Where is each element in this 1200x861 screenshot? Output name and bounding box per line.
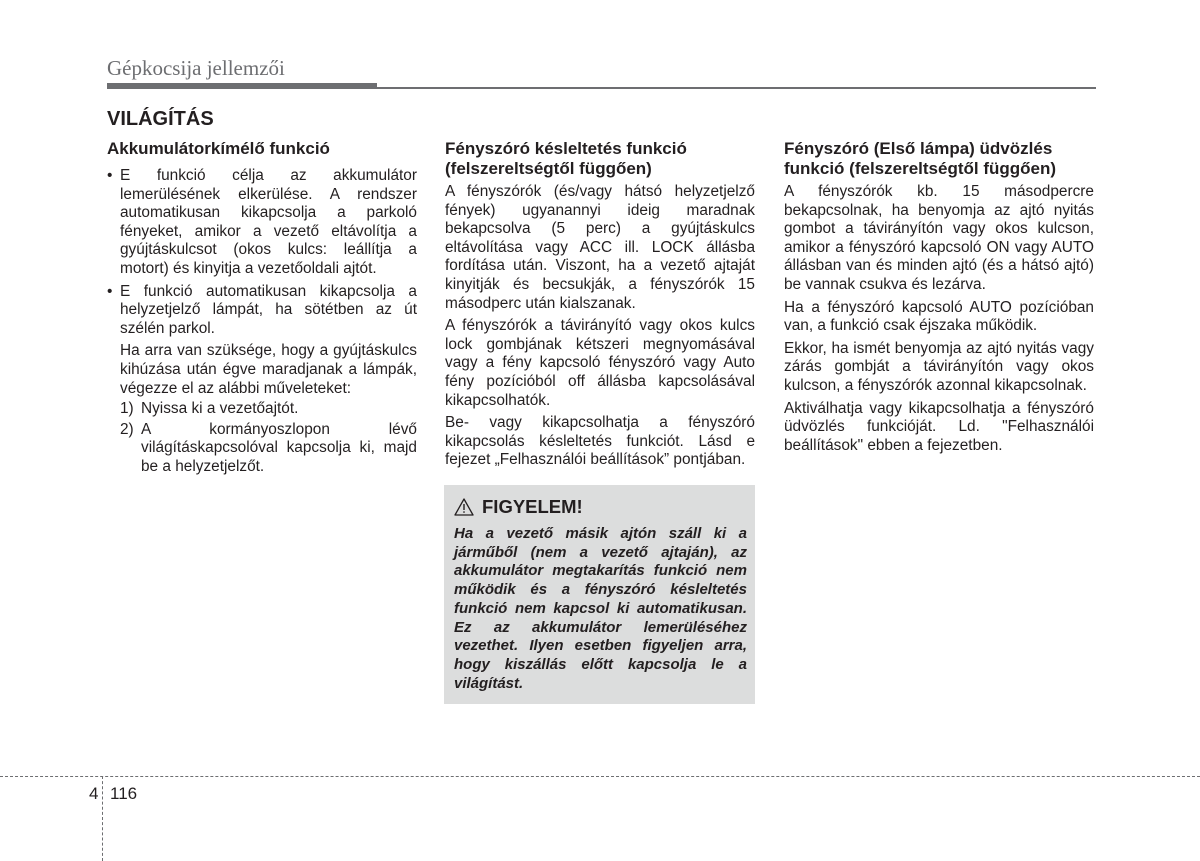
step-text: A kormányoszlopon lévő világításkapcsolóval kapcsolja ki, majd be a helyzetjelzőt. (141, 420, 417, 475)
step-text: Nyissa ki a vezetőajtót. (141, 400, 299, 418)
chapter-number: 4 (89, 784, 99, 803)
paragraph: A fényszórók (és/vagy hátsó helyzetjelző fények) ugyanannyi ideig maradnak bekapcsolva (5 perc) a gyújtáskulcs eltávolítása vagy ACC ill. LOCK állásba fordítása után. Viszont, ha a vezető ajtaját kinyitják és becsukják, a fényszórók 15 másodperc után kialszanak. (445, 183, 755, 312)
column-headlight-delay (445, 139, 755, 474)
step-item (120, 400, 417, 419)
section-title: VILÁGÍTÁS (107, 108, 214, 130)
header-rule-thin (377, 87, 1096, 89)
warning-box (444, 485, 755, 704)
battery-saver-paragraph: Ha arra van szüksége, hogy a gyújtáskulcs kihúzása után égve maradjanak a lámpák, végezze el az alábbi műveleteket: (120, 342, 417, 397)
running-header: Gépkocsija jellemzői (107, 56, 285, 80)
paragraph: A fényszórók a távirányító vagy okos kulcs lock gombjának kétszeri megnyomásával vagy a fény kapcsoló fényszóró vagy Auto fény pozícióból off állásba kapcsolásával kikapcsolhatók. (445, 317, 755, 409)
step-item (120, 421, 417, 477)
footer-rule (0, 776, 1200, 777)
paragraph: A fényszórók kb. 15 másodpercre bekapcsolnak, ha benyomja az ajtó nyitás gombot a távirányítón vagy okos kulcson, amikor a fényszóró kapcsoló ON vagy AUTO állásban van és minden ajtó (és a hátsó ajtó) be vannak csukva és lezárva. (784, 183, 1094, 293)
page-number: 116 (110, 784, 138, 803)
bullet-item: • E funkció automatikusan kikapcsolja a helyzetjelző lámpát, ha sötétben az út szélén parkol. (107, 283, 417, 339)
column-battery-saver (107, 139, 417, 479)
step-number: 2) (120, 420, 134, 438)
headlight-delay-heading: Fényszóró késleltetés funkció (felszereltségtől függően) (445, 139, 687, 178)
battery-saver-heading: Akkumulátorkímélő funkció (107, 139, 330, 158)
header-rule-thick (107, 83, 377, 89)
paragraph: Be- vagy kikapcsolhatja a fényszóró kikapcsolás késleltetés funkciót. Lásd e fejezet „Felhasználói beállítások” pontjában. (445, 414, 755, 469)
warning-text: Ha a vezető másik ajtón száll ki a járműből (nem a vezető ajtaján), az akkumulátor megtakarítás funkció nem működik és a fényszóró késleltetés funkció nem kapcsol ki automatikusan. Ez az akkumulátor lemerüléséhez vezethet. Ilyen esetben figyeljen arra, hogy kiszállás előtt kapcsolja le a világítást. (454, 525, 747, 692)
step-number: 1) (120, 400, 134, 418)
steps-list (107, 400, 417, 476)
warning-title: FIGYELEM! (482, 496, 583, 517)
paragraph: Ha a fényszóró kapcsoló AUTO pozícióban van, a funkció csak éjszaka működik. (784, 298, 1094, 335)
battery-saver-list (107, 167, 417, 338)
footer-divider (102, 776, 103, 861)
column-welcome-light (784, 139, 1094, 459)
warning-triangle-icon (454, 498, 474, 516)
warning-header (454, 497, 747, 517)
paragraph: Aktiválhatja vagy kikapcsolhatja a fényszóró üdvözlés funkcióját. Ld. "Felhasználói beállítások" ebben a fejezetben. (784, 399, 1094, 454)
paragraph: Ekkor, ha ismét benyomja az ajtó nyitás vagy zárás gombját a távirányítón vagy okos kulcson, a fényszórók azonnal kikapcsolnak. (784, 339, 1094, 394)
bullet-item: • E funkció célja az akkumulátor lemerülésének elkerülése. A rendszer automatikusan kikapcsolja a parkoló fényeket, amikor a vezető eltávolítja a gyújtáskulcsot (okos kulcs: leállítja a motort) és kinyitja a vezetőoldali ajtót. (107, 167, 417, 279)
welcome-light-heading: Fényszóró (Első lámpa) üdvözlés funkció (felszereltségtől függően) (784, 139, 1057, 178)
